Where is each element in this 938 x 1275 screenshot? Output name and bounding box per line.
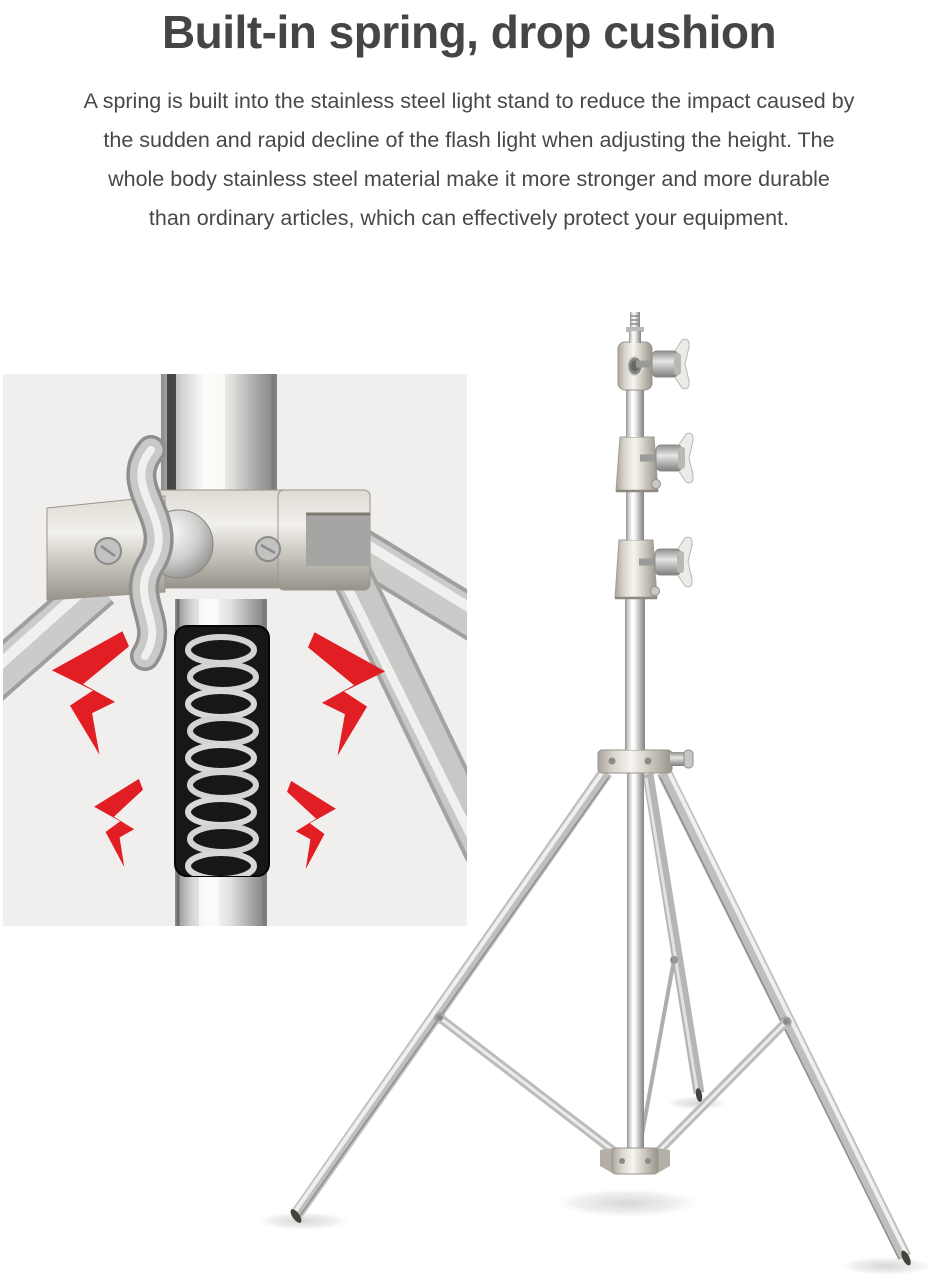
leg-brace-left [435, 1013, 624, 1160]
stand-column-section3 [625, 598, 645, 750]
brace-hub [600, 1148, 670, 1174]
leg-collar [598, 750, 693, 773]
description-line: whole body stainless steel material make it more stronger and more durable [108, 167, 830, 191]
stand-column-section1 [626, 388, 644, 437]
leg-brace-right [651, 1017, 792, 1160]
feature-description [0, 82, 938, 238]
description-line: than ordinary articles, which can effectively protect your equipment. [148, 206, 790, 230]
leg-lock-clamp [47, 490, 370, 600]
description-line: A spring is built into the stainless steel light stand to reduce the impact caused by [83, 89, 855, 113]
locking-lever [141, 450, 158, 656]
spring-window [175, 626, 269, 879]
page-title: Built-in spring, drop cushion [161, 6, 777, 58]
telescoping-clamp-1 [616, 437, 661, 491]
leg-brace-rear [639, 956, 678, 1151]
telescoping-clamp-2 [615, 540, 660, 598]
spring-closeup-photo [3, 374, 467, 926]
mounting-spigot [626, 312, 644, 343]
description-line: the sudden and rapid decline of the flash light when adjusting the height. The [103, 128, 835, 152]
stand-column-section2 [626, 491, 644, 540]
